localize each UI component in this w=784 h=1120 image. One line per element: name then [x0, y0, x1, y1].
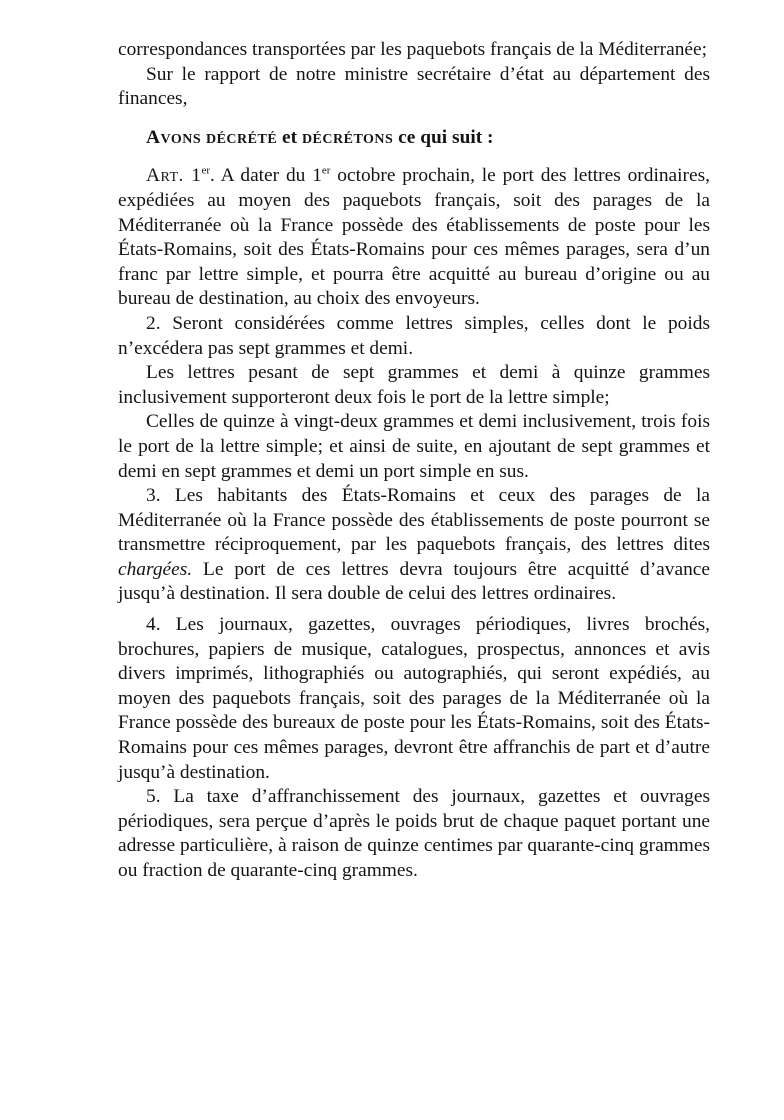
article-3 [118, 484, 710, 607]
decree-word-avons: Avons [146, 126, 202, 148]
article-1 [118, 164, 710, 312]
decree-word-decretons: décrétons [301, 126, 394, 148]
article-1-label: Art. 1 [146, 165, 202, 187]
decree-heading [118, 126, 710, 151]
paragraph-report: Sur le rapport de notre ministre secrétaire d’état au département des finances, [118, 63, 710, 110]
article-1-text: octobre prochain, le port des lettres ordinaires, expédiées au moyen des paquebots français, soit des parages de la Méditerranée où la France possède des établissements de poste pour les États-Romains, soit des États-Romains pour ces mêmes parages, sera d’un franc par lettre simple, et pourra être acquitté au bureau d’origine ou au bureau de destination, au choix des envoyeurs. [118, 165, 710, 310]
article-2-increments: Celles de quinze à vingt-deux grammes et demi inclusivement, trois fois le port de la lettre simple; et ainsi de suite, en ajoutant de sept grammes et demi en sept grammes et demi un port simple en sus. [118, 411, 710, 482]
decree-word-et: et [277, 126, 302, 148]
decree-word-rest: ce qui suit : [393, 126, 494, 148]
article-4: 4. Les journaux, gazettes, ouvrages périodiques, livres brochés, brochures, papiers de musique, catalogues, prospectus, annonces et avis divers imprimés, lithographiés ou autographiés, qui seront expédiés, au moyen des paquebots français, soit des parages de la Méditerranée où la France possède des bureaux de poste pour les États-Romains, soit des États-Romains pour ces mêmes parages, devront être affranchis de part et d’autre jusqu’à destination. [118, 614, 710, 783]
decree-word-decrete: décrété [205, 126, 278, 148]
article-5: 5. La taxe d’affranchissement des journaux, gazettes et ouvrages périodiques, sera perçue d’après le poids brut de chaque paquet portant une adresse particulière, à raison de quinze centimes par quarante-cinq grammes ou fraction de quarante-cinq grammes. [118, 786, 710, 881]
article-1-date-sup: er [321, 164, 331, 177]
article-3-text-end: Le port de ces lettres devra toujours être acquitté d’avance jusqu’à destination. Il sera double de celui des lettres ordinaires. [118, 558, 710, 605]
article-1-label-sup: er [201, 164, 210, 177]
article-1-date: . A dater du 1 [209, 165, 322, 187]
article-3-text: 3. Les habitants des États-Romains et ceux des parages de la Méditerranée où la France possède des établissements de poste pourront se transmettre réciproquement, par les paquebots français, des lettres dites [118, 485, 710, 556]
article-2-weights: Les lettres pesant de sept grammes et demi à quinze grammes inclusivement supporteront deux fois le port de la lettre simple; [118, 362, 710, 408]
paragraph-continuation: correspondances transportées par les paquebots français de la Méditerranée; [118, 39, 707, 60]
article-2: 2. Seront considérées comme lettres simples, celles dont le poids n’excédera pas sept grammes et demi. [118, 312, 710, 359]
article-3-italic: chargées. [118, 558, 193, 580]
document-page [118, 38, 710, 884]
